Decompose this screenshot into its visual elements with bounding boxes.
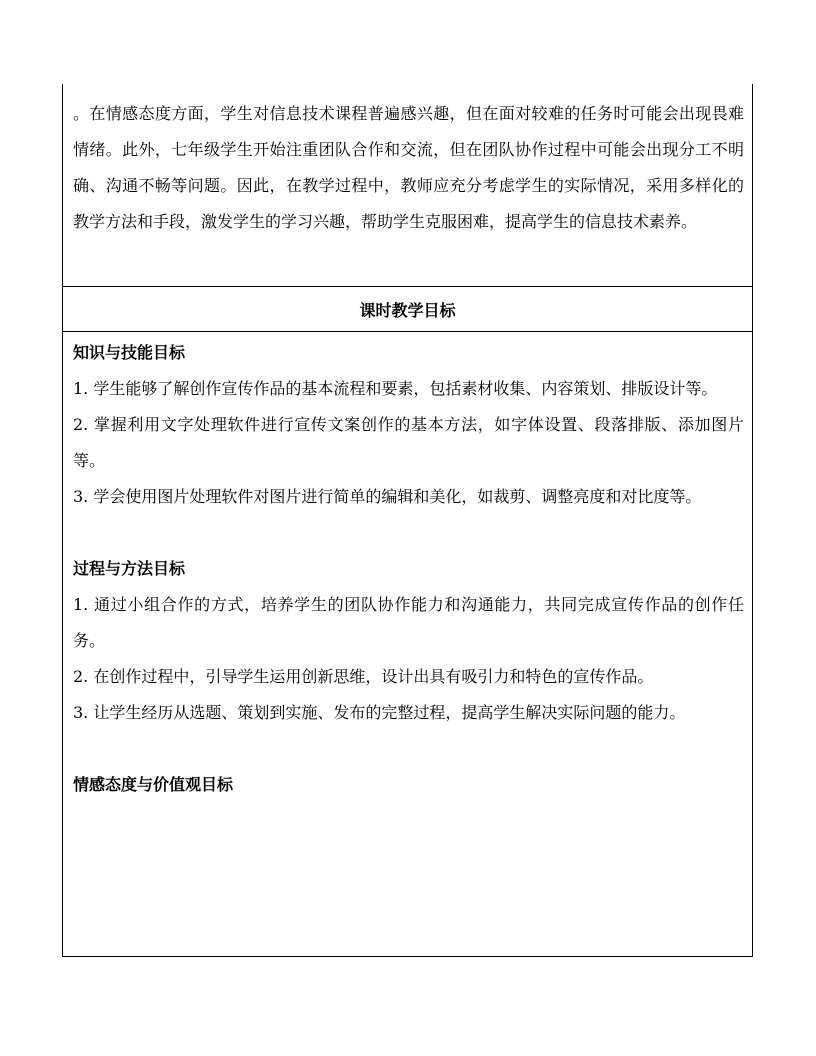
lesson-plan-table — [62, 84, 753, 957]
process-method-heading: 过程与方法目标 — [73, 559, 186, 578]
process-item-3: 3. 让学生经历从选题、策划到实施、发布的完整过程，提高学生解决实际问题的能力。 — [73, 703, 686, 722]
objectives-title: 课时教学目标 — [359, 300, 456, 320]
knowledge-item-1: 1. 学生能够了解创作宣传作品的基本流程和要素，包括素材收集、内容策划、排版设计等。 — [73, 379, 718, 398]
knowledge-item-3: 3. 学会使用图片处理软件对图片进行简单的编辑和美化，如裁剪、调整亮度和对比度等。 — [73, 487, 702, 506]
process-item-2: 2. 在创作过程中，引导学生运用创新思维，设计出具有吸引力和特色的宣传作品。 — [73, 667, 654, 686]
knowledge-item-2: 2. 掌握利用文字处理软件进行宣传文案创作的基本方法，如字体设置、段落排版、添加图片等。 — [73, 415, 744, 470]
knowledge-skills-heading: 知识与技能目标 — [73, 343, 186, 362]
process-item-1: 1. 通过小组合作的方式，培养学生的团队协作能力和沟通能力，共同完成宣传作品的创作任务。 — [73, 595, 744, 650]
attitude-values-heading: 情感态度与价值观目标 — [73, 775, 234, 794]
section-spacer — [73, 515, 744, 551]
student-analysis-paragraph: 。在情感态度方面，学生对信息技术课程普遍感兴趣，但在面对较难的任务时可能会出现畏难情绪。此外，七年级学生开始注重团队合作和交流，但在团队协作过程中可能会出现分工不明确、沟通不畅等问题。因此，在教学过程中，教师应充分考虑学生的实际情况，采用多样化的教学方法和手段，激发学生的学习兴趣，帮助学生克服困难，提高学生的信息技术素养。 — [73, 104, 744, 231]
objectives-content-cell — [63, 331, 752, 956]
student-analysis-cell — [63, 84, 752, 286]
objectives-title-cell — [63, 286, 752, 331]
section-spacer — [73, 731, 744, 767]
